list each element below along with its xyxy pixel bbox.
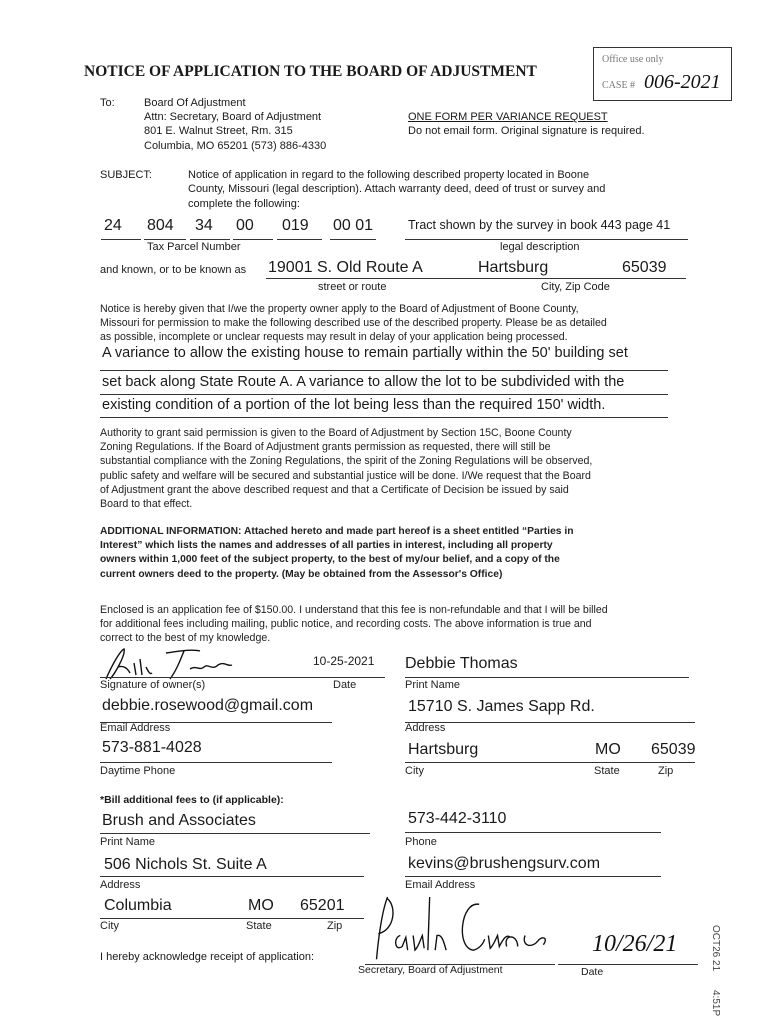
city-zip-label: City, Zip Code xyxy=(541,281,610,293)
one-form-heading: ONE FORM PER VARIANCE REQUEST xyxy=(408,111,608,123)
billing-zip: 65201 xyxy=(300,897,345,914)
authority-paragraph xyxy=(100,426,592,511)
paragraph-line: Zoning Regulations. If the Board of Adjustment grants permission as requested, there will still be xyxy=(100,441,551,454)
to-line: Board Of Adjustment xyxy=(144,97,246,109)
billing-email-label: Email Address xyxy=(405,879,476,891)
owner-zip: 65039 xyxy=(651,741,696,758)
billing-city-label: City xyxy=(100,920,119,932)
tax-parcel-label: Tax Parcel Number xyxy=(147,241,241,253)
street-value: 19001 S. Old Route A xyxy=(268,259,423,276)
request-line: existing condition of a portion of the lot being less than the required 150' width. xyxy=(102,397,606,413)
billing-name: Brush and Associates xyxy=(102,812,256,829)
secretary-signature xyxy=(360,890,580,970)
paragraph-line: as possible, incomplete or unclear requests may result in delay of your application being processed. xyxy=(100,331,568,344)
owner-phone-label: Daytime Phone xyxy=(100,765,176,777)
owner-state: MO xyxy=(595,741,621,758)
parcel-segment: 00 xyxy=(236,217,254,234)
request-line: set back along State Route A. A variance to allow the lot to be subdivided with the xyxy=(102,374,625,390)
to-line: 801 E. Walnut Street, Rm. 315 xyxy=(144,125,293,137)
to-label: To: xyxy=(100,97,115,109)
owner-zip-label: Zip xyxy=(658,765,674,777)
owner-state-label: State xyxy=(594,765,620,777)
case-number: 006-2021 xyxy=(644,71,721,93)
to-line: Attn: Secretary, Board of Adjustment xyxy=(144,111,322,123)
paragraph-line: Interest” which lists the names and addresses of all parties in interest, including all property xyxy=(100,540,553,552)
parcel-segment: 019 xyxy=(282,217,309,234)
legal-description-value: Tract shown by the survey in book 443 page 41 xyxy=(408,218,671,232)
receipt-date-label: Date xyxy=(581,966,604,978)
owner-address: 15710 S. James Sapp Rd. xyxy=(408,698,595,715)
subject-line: complete the following: xyxy=(188,198,300,210)
paragraph-line: owners within 1,000 feet of the subject property, to the best of my/our belief, and a copy of the xyxy=(100,554,560,566)
owner-city: Hartsburg xyxy=(408,741,479,758)
paragraph-line: public safety and welfare will be secured and substantial justice will be done. I/We request that the Board xyxy=(100,469,591,482)
paragraph-line: for additional fees including mailing, public notice, and recording costs. The above information is true and xyxy=(100,618,592,631)
case-label: CASE # xyxy=(602,80,636,91)
receipt-date: 10/26/21 xyxy=(592,931,678,957)
paragraph-line: Notice is hereby given that I/we the property owner apply to the Board of Adjustment of Boone County, xyxy=(100,303,579,315)
billing-name-label: Print Name xyxy=(100,836,156,848)
owner-print-name: Debbie Thomas xyxy=(405,655,518,672)
subject-line: County, Missouri (legal description). Attach warranty deed, deed of trust or survey and xyxy=(188,183,606,195)
billing-phone-label: Phone xyxy=(405,836,437,848)
received-stamp-time: 4:51P xyxy=(710,990,721,1017)
parcel-segment: 804 xyxy=(147,217,174,234)
street-label: street or route xyxy=(318,281,387,293)
city-value: Hartsburg xyxy=(478,259,549,276)
owner-email-label: Email Address xyxy=(100,722,171,734)
no-email-note: Do not email form. Original signature is required. xyxy=(408,125,645,137)
additional-info-paragraph xyxy=(100,525,574,582)
parcel-segment: 00 01 xyxy=(333,217,374,234)
paragraph-line: Missouri for permission to make the following described use of the described property. Please be as detailed xyxy=(100,317,607,330)
paragraph-line: Board to that effect. xyxy=(100,498,193,511)
billing-address-label: Address xyxy=(100,879,141,891)
billing-address: 506 Nichols St. Suite A xyxy=(104,856,267,873)
to-line: Columbia, MO 65201 (573) 886-4330 xyxy=(144,140,327,152)
owner-city-label: City xyxy=(405,765,424,777)
billing-zip-label: Zip xyxy=(327,920,343,932)
zip-value: 65039 xyxy=(622,259,667,276)
billing-phone: 573-442-3110 xyxy=(408,810,507,827)
owner-phone: 573-881-4028 xyxy=(102,739,202,756)
owner-date-label: Date xyxy=(333,679,357,691)
legal-description-label: legal description xyxy=(500,241,580,253)
owner-address-label: Address xyxy=(405,722,446,734)
secretary-label: Secretary, Board of Adjustment xyxy=(358,964,503,976)
paragraph-line: substantial compliance with the Zoning Regulations, the spirit of the Zoning Regulations will be observed, xyxy=(100,455,593,468)
parcel-segment: 34 xyxy=(195,217,213,234)
office-use-label: Office use only xyxy=(602,54,664,65)
paragraph-line: ADDITIONAL INFORMATION: Attached hereto and made part hereof is a sheet entitled “Parties in xyxy=(100,526,574,537)
request-line: A variance to allow the existing house to remain partially within the 50' building set xyxy=(102,345,628,361)
subject-label: SUBJECT: xyxy=(100,169,152,181)
signature-owner-label: Signature of owner(s) xyxy=(100,679,206,691)
received-stamp-date: OCT26 21 xyxy=(710,925,721,972)
enclosed-paragraph xyxy=(100,603,608,646)
billing-state-label: State xyxy=(246,920,272,932)
billing-email: kevins@brushengsurv.com xyxy=(408,855,601,872)
paragraph-line: current owners deed to the property. (May be obtained from the Assessor's Office) xyxy=(100,568,503,580)
owner-email: debbie.rosewood@gmail.com xyxy=(102,697,314,714)
paragraph-line: correct to the best of my knowledge. xyxy=(100,632,271,645)
paragraph-line: of Adjustment grant the above described request and that a Certificate of Decision be issued by said xyxy=(100,483,569,496)
paragraph-line: Enclosed is an application fee of $150.00. I understand that this fee is non-refundable and that I will be billed xyxy=(100,604,608,616)
parcel-segment: 24 xyxy=(104,217,122,234)
billing-state: MO xyxy=(248,897,274,914)
known-as-label: and known, or to be known as xyxy=(100,264,247,276)
page-title: NOTICE OF APPLICATION TO THE BOARD OF ADJUSTMENT xyxy=(84,63,537,80)
office-use-box xyxy=(593,47,732,101)
owner-print-name-label: Print Name xyxy=(405,679,461,691)
billing-city: Columbia xyxy=(104,897,172,914)
owner-date: 10-25-2021 xyxy=(313,654,375,668)
subject-line: Notice of application in regard to the following described property located in Boone xyxy=(188,169,590,181)
billing-heading: *Bill additional fees to (if applicable): xyxy=(100,794,284,806)
paragraph-line: Authority to grant said permission is given to the Board of Adjustment by Section 15C, Boone County xyxy=(100,427,572,439)
notice-paragraph xyxy=(100,302,607,345)
receipt-acknowledge-text: I hereby acknowledge receipt of application: xyxy=(100,951,315,963)
